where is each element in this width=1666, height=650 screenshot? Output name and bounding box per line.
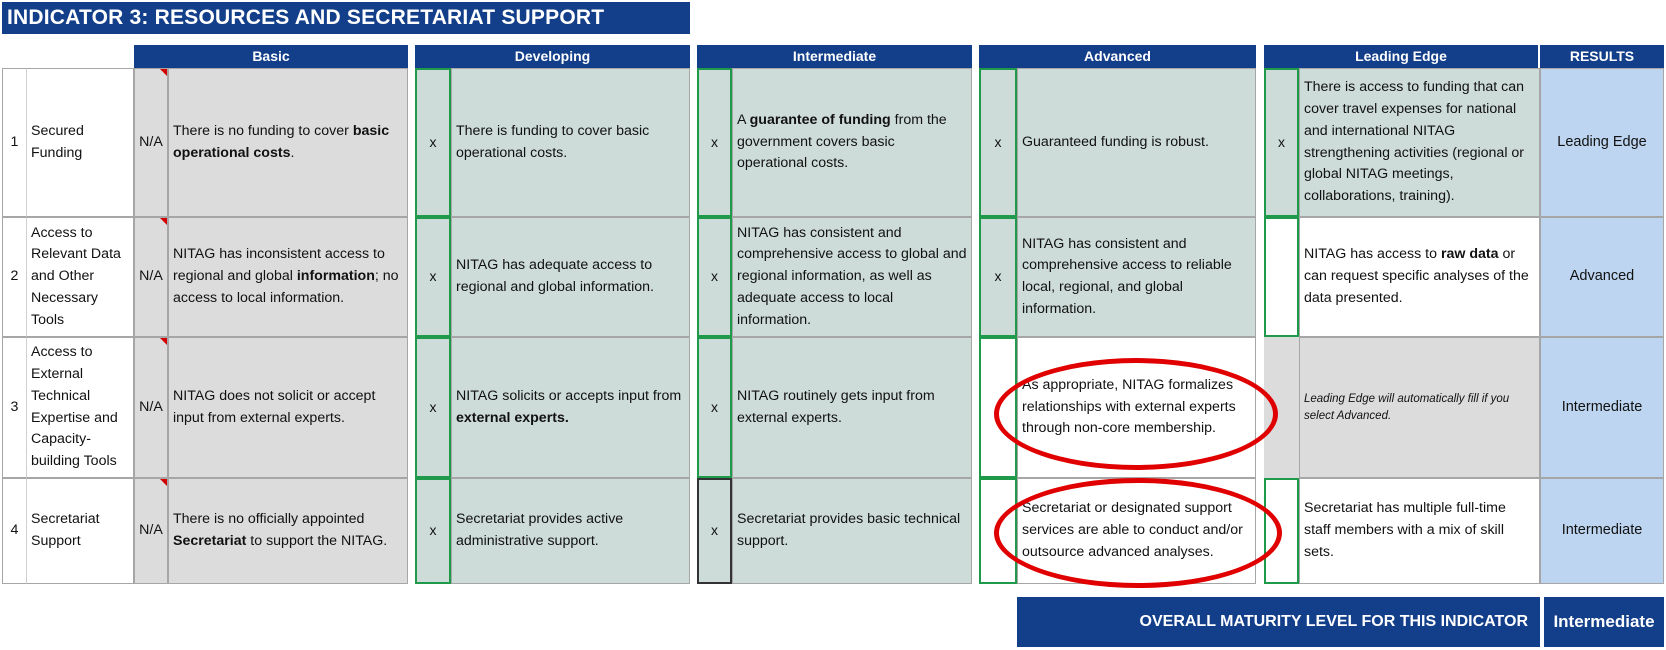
header-developing: Developing (415, 45, 690, 68)
intermediate-description: A guarantee of funding from the government covers basic operational costs. (732, 68, 972, 217)
leading-edge-checkbox[interactable] (1264, 478, 1299, 584)
comment-marker (160, 338, 167, 345)
developing-description: There is funding to cover basic operational costs. (451, 68, 690, 217)
leading-edge-description (1299, 337, 1540, 478)
intermediate-description: NITAG has consistent and comprehensive access to global and regional information, as well as adequate access to local information. (732, 217, 972, 337)
criterion-label: Secured Funding (26, 68, 134, 217)
developing-description: NITAG solicits or accepts input from external experts. (451, 337, 690, 478)
row-number: 2 (2, 217, 26, 337)
intermediate-checkbox[interactable]: x (697, 478, 732, 584)
intermediate-description: NITAG routinely gets input from external experts. (732, 337, 972, 478)
result-value: Intermediate (1540, 337, 1664, 478)
na-cell[interactable] (134, 68, 168, 217)
basic-description: NITAG has inconsistent access to regional and global information; no access to local information. (168, 217, 408, 337)
overall-label (1017, 597, 1540, 647)
overall-value-text: Intermediate (1553, 612, 1655, 631)
advanced-checkbox[interactable]: x (979, 68, 1017, 217)
criterion-label: Access to Relevant Data and Other Necessary Tools (26, 217, 134, 337)
row-number: 4 (2, 478, 26, 584)
developing-description: Secretariat provides active administrative support. (451, 478, 690, 584)
intermediate-checkbox[interactable]: x (697, 217, 732, 337)
row-number: 1 (2, 68, 26, 217)
comment-marker (160, 69, 167, 76)
na-cell[interactable] (134, 478, 168, 584)
leading-edge-checkbox[interactable]: x (1264, 68, 1299, 217)
comment-marker (160, 218, 167, 225)
na-cell[interactable] (134, 217, 168, 337)
page-title: INDICATOR 3: RESOURCES AND SECRETARIAT SUPPORT (2, 2, 690, 34)
criterion-label: Access to External Technical Expertise and Capacity-building Tools (26, 337, 134, 478)
developing-checkbox[interactable]: x (415, 478, 451, 584)
overall-label-text: OVERALL MATURITY LEVEL FOR THIS INDICATOR (1139, 613, 1528, 630)
basic-description: There is no funding to cover basic operational costs. (168, 68, 408, 217)
advanced-checkbox[interactable]: x (979, 217, 1017, 337)
header-basic: Basic (134, 45, 408, 68)
row-number: 3 (2, 337, 26, 478)
developing-description: NITAG has adequate access to regional and global information. (451, 217, 690, 337)
advanced-checkbox[interactable] (979, 337, 1017, 478)
criterion-label: Secretariat Support (26, 478, 134, 584)
result-value: Advanced (1540, 217, 1664, 337)
na-label: N/A (139, 268, 163, 285)
na-label: N/A (139, 398, 163, 415)
leading-edge-checkbox[interactable] (1264, 337, 1299, 478)
header-advanced: Advanced (979, 45, 1256, 68)
intermediate-checkbox[interactable]: x (697, 68, 732, 217)
intermediate-description: Secretariat provides basic technical support. (732, 478, 972, 584)
leading-edge-checkbox[interactable] (1264, 217, 1299, 337)
header-intermediate: Intermediate (697, 45, 972, 68)
na-cell[interactable] (134, 337, 168, 478)
developing-checkbox[interactable]: x (415, 217, 451, 337)
advanced-checkbox[interactable] (979, 478, 1017, 584)
header-results: RESULTS (1540, 45, 1664, 68)
header-leading-edge: Leading Edge (1264, 45, 1538, 68)
advanced-description: Guaranteed funding is robust. (1017, 68, 1256, 217)
developing-checkbox[interactable]: x (415, 337, 451, 478)
comment-marker (160, 479, 167, 486)
na-label: N/A (139, 522, 163, 539)
basic-description: NITAG does not solicit or accept input from external experts. (168, 337, 408, 478)
result-value: Leading Edge (1540, 68, 1664, 217)
advanced-description: NITAG has consistent and comprehensive access to reliable local, regional, and global information. (1017, 217, 1256, 337)
leading-edge-description: Secretariat has multiple full-time staff members with a mix of skill sets. (1299, 478, 1540, 584)
result-value: Intermediate (1540, 478, 1664, 584)
intermediate-checkbox[interactable]: x (697, 337, 732, 478)
advanced-description: As appropriate, NITAG formalizes relationships with external experts through non-core membership. (1017, 337, 1256, 478)
basic-description: There is no officially appointed Secretariat to support the NITAG. (168, 478, 408, 584)
na-label: N/A (139, 133, 163, 150)
leading-edge-description: NITAG has access to raw data or can request specific analyses of the data presented. (1299, 217, 1540, 337)
developing-checkbox[interactable]: x (415, 68, 451, 217)
leading-edge-description: There is access to funding that can cover travel expenses for national and international NITAG strengthening activities (regional or global NITAG meetings, collaborations, training). (1299, 68, 1540, 217)
auto-fill-note: Leading Edge will automatically fill if you select Advanced. (1304, 392, 1510, 422)
overall-value (1542, 597, 1664, 647)
advanced-description: Secretariat or designated support services are able to conduct and/or outsource advanced analyses. (1017, 478, 1256, 584)
